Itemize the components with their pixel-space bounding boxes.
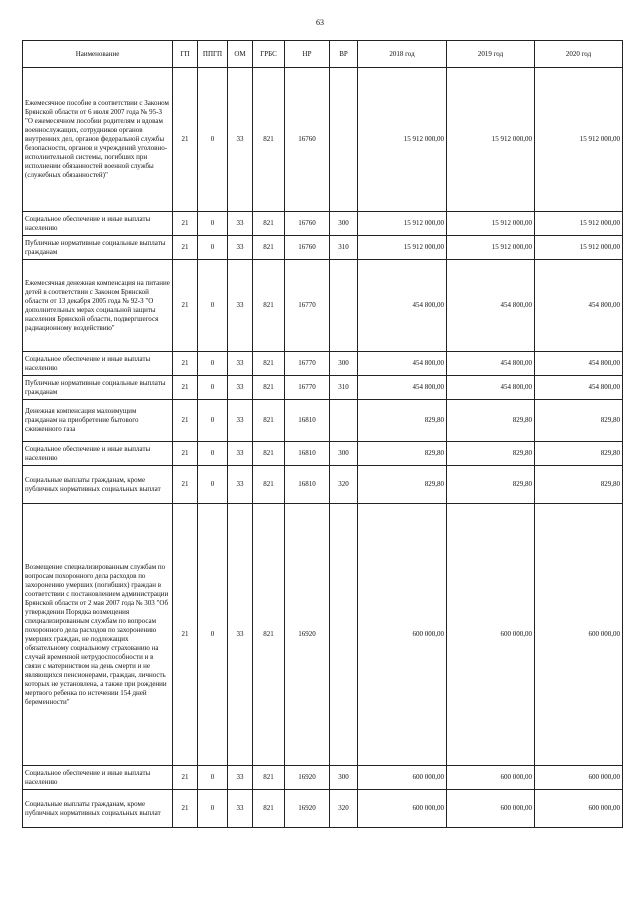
row-grbs: 821: [253, 212, 285, 236]
row-2020: 15 912 000,00: [535, 236, 623, 260]
row-2018: 829,80: [358, 400, 447, 442]
row-vr: 320: [330, 790, 358, 828]
row-ppgp: 0: [198, 260, 228, 352]
row-gp: 21: [173, 466, 198, 504]
table-row: [23, 504, 623, 766]
row-name: Социальные выплаты гражданам, кроме публичных нормативных социальных выплат: [23, 466, 173, 504]
row-vr: [330, 68, 358, 212]
row-2018: 829,80: [358, 442, 447, 466]
row-name: Ежемесячная денежная компенсация на питание детей в соответствии с Законом Брянской области от 13 декабря 2005 года № 92-З "О дополнительных мерах социальной защиты населения Брянской области, подвергшегося радиационному воздействию": [23, 260, 173, 352]
row-2018: 15 912 000,00: [358, 68, 447, 212]
row-name: Социальные выплаты гражданам, кроме публичных нормативных социальных выплат: [23, 790, 173, 828]
table-row: [23, 790, 623, 828]
row-2020: 600 000,00: [535, 790, 623, 828]
row-name: Публичные нормативные социальные выплаты гражданам: [23, 236, 173, 260]
header-grbs: ГРБС: [253, 41, 285, 68]
row-gp: 21: [173, 400, 198, 442]
row-grbs: 821: [253, 442, 285, 466]
row-nr: 16920: [285, 790, 330, 828]
row-ppgp: 0: [198, 212, 228, 236]
row-gp: 21: [173, 766, 198, 790]
row-2019: 829,80: [447, 400, 535, 442]
table-row: [23, 68, 623, 212]
row-name: Ежемесячное пособие в соответствии с Законом Брянской области от 6 июля 2007 года № 95-З "О ежемесячном пособии родителям и вдовам военнослужащих, сотрудников органов внутренних дел, органов федеральной службы безопасности, органов и учреждений уголовно-исполнительной системы, погибших при исполнении обязанностей военной службы (служебных обязанностей)": [23, 68, 173, 212]
row-2020: 454 800,00: [535, 260, 623, 352]
row-gp: 21: [173, 236, 198, 260]
row-2019: 454 800,00: [447, 260, 535, 352]
row-2018: 15 912 000,00: [358, 236, 447, 260]
table-row: [23, 352, 623, 376]
row-name: Денежная компенсация малоимущим гражданам на приобретение бытового сжиженного газа: [23, 400, 173, 442]
row-nr: 16920: [285, 766, 330, 790]
row-om: 33: [228, 260, 253, 352]
row-vr: 300: [330, 442, 358, 466]
row-name: Социальное обеспечение и иные выплаты населению: [23, 352, 173, 376]
header-2018: 2018 год: [358, 41, 447, 68]
table-row: [23, 260, 623, 352]
row-gp: 21: [173, 790, 198, 828]
row-2020: 15 912 000,00: [535, 212, 623, 236]
row-vr: 300: [330, 212, 358, 236]
row-nr: 16770: [285, 352, 330, 376]
row-2018: 600 000,00: [358, 790, 447, 828]
row-name: Социальное обеспечение и иные выплаты населению: [23, 766, 173, 790]
row-om: 33: [228, 212, 253, 236]
header-ppgp: ППГП: [198, 41, 228, 68]
row-2020: 600 000,00: [535, 766, 623, 790]
row-om: 33: [228, 766, 253, 790]
row-grbs: 821: [253, 236, 285, 260]
row-2019: 829,80: [447, 442, 535, 466]
row-name: Социальное обеспечение и иные выплаты населению: [23, 212, 173, 236]
row-vr: 300: [330, 766, 358, 790]
row-grbs: 821: [253, 466, 285, 504]
row-ppgp: 0: [198, 236, 228, 260]
row-grbs: 821: [253, 260, 285, 352]
row-om: 33: [228, 442, 253, 466]
row-2020: 829,80: [535, 466, 623, 504]
row-vr: [330, 260, 358, 352]
row-2018: 600 000,00: [358, 766, 447, 790]
row-ppgp: 0: [198, 766, 228, 790]
row-gp: 21: [173, 68, 198, 212]
header-gp: ГП: [173, 41, 198, 68]
row-2018: 454 800,00: [358, 376, 447, 400]
row-2019: 454 800,00: [447, 376, 535, 400]
budget-table: [22, 40, 623, 828]
table-row: [23, 212, 623, 236]
row-2019: 15 912 000,00: [447, 236, 535, 260]
row-grbs: 821: [253, 766, 285, 790]
row-2019: 15 912 000,00: [447, 212, 535, 236]
row-2020: 829,80: [535, 442, 623, 466]
row-2018: 454 800,00: [358, 260, 447, 352]
row-2020: 454 800,00: [535, 352, 623, 376]
row-vr: 320: [330, 466, 358, 504]
row-grbs: 821: [253, 68, 285, 212]
row-2018: 600 000,00: [358, 504, 447, 766]
row-grbs: 821: [253, 790, 285, 828]
table-row: [23, 766, 623, 790]
row-nr: 16810: [285, 466, 330, 504]
header-2020: 2020 год: [535, 41, 623, 68]
row-2019: 829,80: [447, 466, 535, 504]
row-vr: 310: [330, 236, 358, 260]
row-gp: 21: [173, 442, 198, 466]
row-vr: 300: [330, 352, 358, 376]
row-name: Публичные нормативные социальные выплаты гражданам: [23, 376, 173, 400]
page-number: 63: [316, 18, 324, 27]
row-om: 33: [228, 376, 253, 400]
row-vr: [330, 400, 358, 442]
header-vr: ВР: [330, 41, 358, 68]
table-header-row: [23, 41, 623, 68]
row-nr: 16760: [285, 68, 330, 212]
row-ppgp: 0: [198, 466, 228, 504]
row-ppgp: 0: [198, 442, 228, 466]
row-2020: 454 800,00: [535, 376, 623, 400]
row-ppgp: 0: [198, 68, 228, 212]
row-ppgp: 0: [198, 790, 228, 828]
row-gp: 21: [173, 376, 198, 400]
row-gp: 21: [173, 260, 198, 352]
row-2020: 829,80: [535, 400, 623, 442]
row-2018: 829,80: [358, 466, 447, 504]
row-2019: 600 000,00: [447, 766, 535, 790]
row-2020: 600 000,00: [535, 504, 623, 766]
row-2019: 454 800,00: [447, 352, 535, 376]
row-2019: 15 912 000,00: [447, 68, 535, 212]
row-grbs: 821: [253, 400, 285, 442]
header-om: ОМ: [228, 41, 253, 68]
row-nr: 16810: [285, 442, 330, 466]
row-om: 33: [228, 466, 253, 504]
row-grbs: 821: [253, 352, 285, 376]
table-row: [23, 442, 623, 466]
row-gp: 21: [173, 212, 198, 236]
row-om: 33: [228, 68, 253, 212]
row-gp: 21: [173, 504, 198, 766]
row-grbs: 821: [253, 376, 285, 400]
row-om: 33: [228, 400, 253, 442]
row-ppgp: 0: [198, 504, 228, 766]
row-vr: 310: [330, 376, 358, 400]
row-nr: 16760: [285, 236, 330, 260]
row-gp: 21: [173, 352, 198, 376]
row-2020: 15 912 000,00: [535, 68, 623, 212]
row-ppgp: 0: [198, 376, 228, 400]
header-nr: НР: [285, 41, 330, 68]
table-row: [23, 236, 623, 260]
row-name: Социальное обеспечение и иные выплаты населению: [23, 442, 173, 466]
row-name: Возмещение специализированным службам по вопросам похоронного дела расходов по захоронению умерших (погибших) граждан в соответствии с постановлением администрации Брянской области от 2 мая 2007 года № 303 "Об утверждении Порядка возмещения специализированным службам по вопросам похоронного дела расходов по захоронению умерших граждан, не подлежащих обязательному социальному страхованию на случай временной нетрудоспособности и в связи с материнством на день смерти и не являющихся пенсионерами, граждан, личность которых не установлена, а также при рождении мертвого ребенка по истечении 154 дней беременности": [23, 504, 173, 766]
row-vr: [330, 504, 358, 766]
row-om: 33: [228, 790, 253, 828]
table-row: [23, 466, 623, 504]
row-2018: 454 800,00: [358, 352, 447, 376]
row-nr: 16770: [285, 376, 330, 400]
row-2019: 600 000,00: [447, 790, 535, 828]
row-nr: 16760: [285, 212, 330, 236]
row-nr: 16770: [285, 260, 330, 352]
row-2018: 15 912 000,00: [358, 212, 447, 236]
row-om: 33: [228, 504, 253, 766]
row-nr: 16810: [285, 400, 330, 442]
row-2019: 600 000,00: [447, 504, 535, 766]
header-2019: 2019 год: [447, 41, 535, 68]
table-row: [23, 400, 623, 442]
row-grbs: 821: [253, 504, 285, 766]
row-om: 33: [228, 236, 253, 260]
row-nr: 16920: [285, 504, 330, 766]
row-om: 33: [228, 352, 253, 376]
header-name: Наименование: [23, 41, 173, 68]
row-ppgp: 0: [198, 400, 228, 442]
row-ppgp: 0: [198, 352, 228, 376]
table-row: [23, 376, 623, 400]
